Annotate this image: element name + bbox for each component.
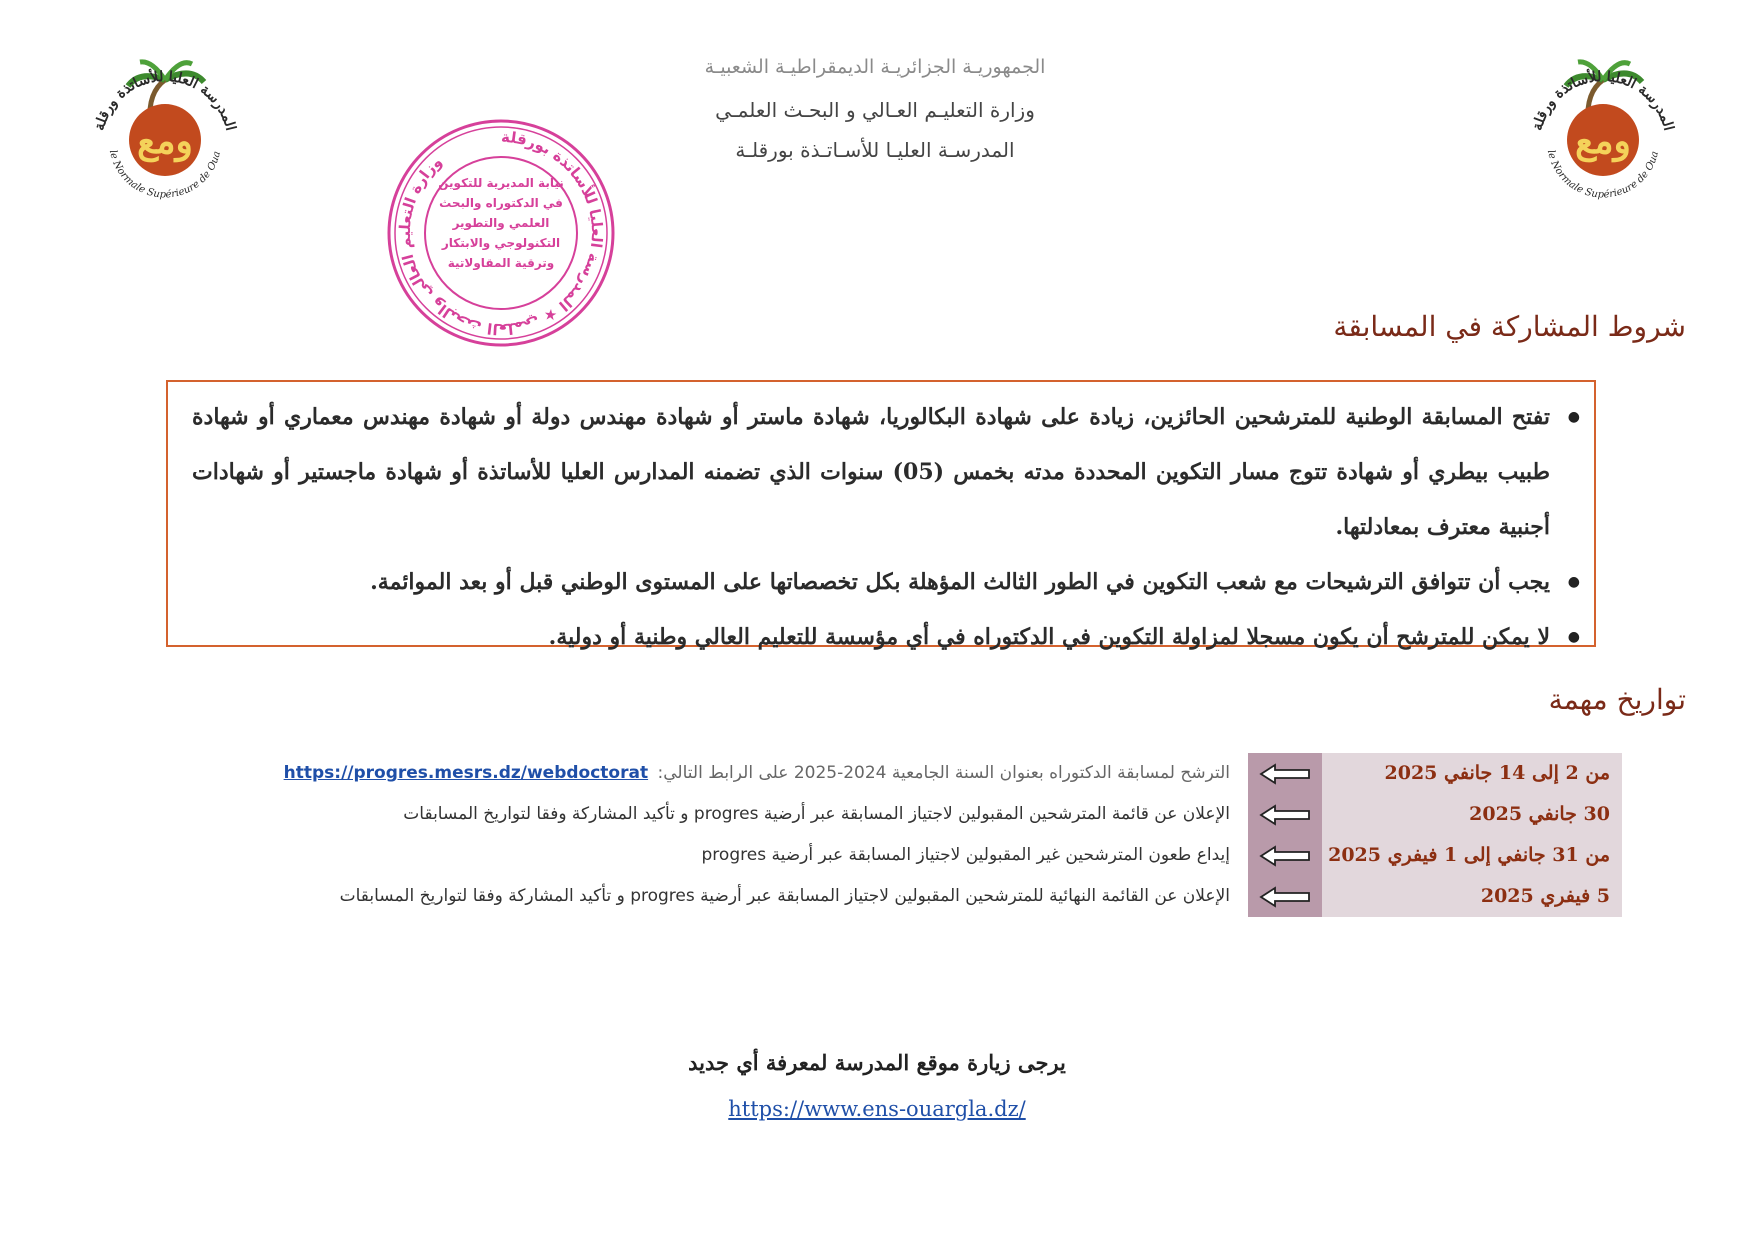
webdoctorat-link[interactable]: https://progres.mesrs.dz/webdoctorat [283, 763, 649, 783]
conditions-list [192, 390, 1550, 665]
date-cell: 5 فيفري 2025 [1322, 876, 1622, 917]
logo-french-text: le Normale Supérieure de Oua [106, 149, 223, 201]
date-description: الإعلان عن القائمة النهائية للمترشحين المقبولين لاجتياز المسابقة عبر أرضية progres و تأكيد المشاركة وفقا لتواريخ المسابقات [339, 886, 1230, 906]
logo-arabic-text: المدرسة العليا للأساتذة ورقلة [1529, 68, 1677, 133]
logo-letters: ومع [1575, 120, 1631, 162]
date-cell: من 31 جانفي إلى 1 فيفري 2025 [1322, 835, 1622, 876]
arrow-left-icon [1248, 835, 1322, 876]
date-cell: من 2 إلى 14 جانفي 2025 [1322, 753, 1622, 794]
conditions-box [166, 380, 1596, 650]
arrow-left-icon [1248, 794, 1322, 835]
dates-table [180, 753, 1622, 917]
date-row [180, 835, 1622, 876]
condition-item: ● تفتح المسابقة الوطنية للمترشحين الحائزين، زيادة على شهادة البكالوريا، شهادة ماستر أو شهادة مهندس دولة أو شهادة مهندس معماري أو شهادة طبيب بيطري أو شهادة تتوج مسار التكوين المحددة مدته بخمس (05) سنوات الذي تضمنه المدارس العليا للأساتذة أو شهادة ماجستير أو شهادات أجنبية معترف بمعادلتها. [192, 390, 1550, 555]
arrow-left-icon [1248, 876, 1322, 917]
stamp-outer-text: وزارة التعليم العالي والبحث العلمي ★ المدرسة العليا للأساتذة بورقلة [395, 127, 606, 339]
date-row [180, 876, 1622, 917]
logo-french-text: le Normale Supérieure de Oua [1544, 149, 1661, 201]
condition-item: ● يجب أن تتوافق الترشيحات مع شعب التكوين في الطور الثالث المؤهلة بكل تخصصاتها على المستوى الوطني قبل أو بعد الموائمة. [192, 555, 1550, 610]
header-school: المدرسـة العليـا للأسـاتـذة بورقلـة [735, 138, 1015, 162]
school-logo-left [80, 52, 250, 202]
stamp-inner-text: نيابة المديرية للتكوين في الدكتوراه والبحث العلمي والتطوير التكنولوجي والابتكار وترقية المقاولاتية [438, 176, 564, 270]
header-republic: الجمهوريـة الجزائريـة الديمقراطيـة الشعبيـة [704, 56, 1046, 78]
description-text: الترشح لمسابقة الدكتوراه بعنوان السنة الجامعية 2024-2025 على الرابط التالي: [657, 763, 1230, 783]
school-website-link[interactable]: https://www.ens-ouargla.dz/ [728, 1097, 1026, 1121]
arrow-left-icon [1248, 753, 1322, 794]
date-description: إيداع طعون المترشحين غير المقبولين لاجتياز المسابقة عبر أرضية progres [701, 845, 1230, 865]
official-stamp [383, 115, 619, 351]
date-cell: 30 جانفي 2025 [1322, 794, 1622, 835]
section-heading-conditions: شروط المشاركة في المسابقة [1333, 310, 1686, 343]
condition-item: ● لا يمكن للمترشح أن يكون مسجلا لمزاولة التكوين في الدكتوراه في أي مؤسسة للتعليم العالي وطنية أو دولية. [192, 610, 1550, 665]
section-heading-dates: تواريخ مهمة [1548, 683, 1686, 716]
date-row [180, 794, 1622, 835]
school-logo-right [1518, 52, 1688, 202]
footer-note: يرجى زيارة موقع المدرسة لمعرفة أي جديد [688, 1050, 1066, 1075]
logo-letters: ومع [137, 120, 193, 162]
header-ministry: وزارة التعليـم العـالي و البحـث العلمـي [715, 98, 1035, 122]
date-description [180, 753, 1230, 794]
date-description: الإعلان عن قائمة المترشحين المقبولين لاجتياز المسابقة عبر أرضية progres و تأكيد المشاركة وفقا لتواريخ المسابقات [403, 804, 1230, 824]
date-row [180, 753, 1622, 794]
logo-arabic-text: المدرسة العليا للأساتذة ورقلة [91, 68, 239, 133]
